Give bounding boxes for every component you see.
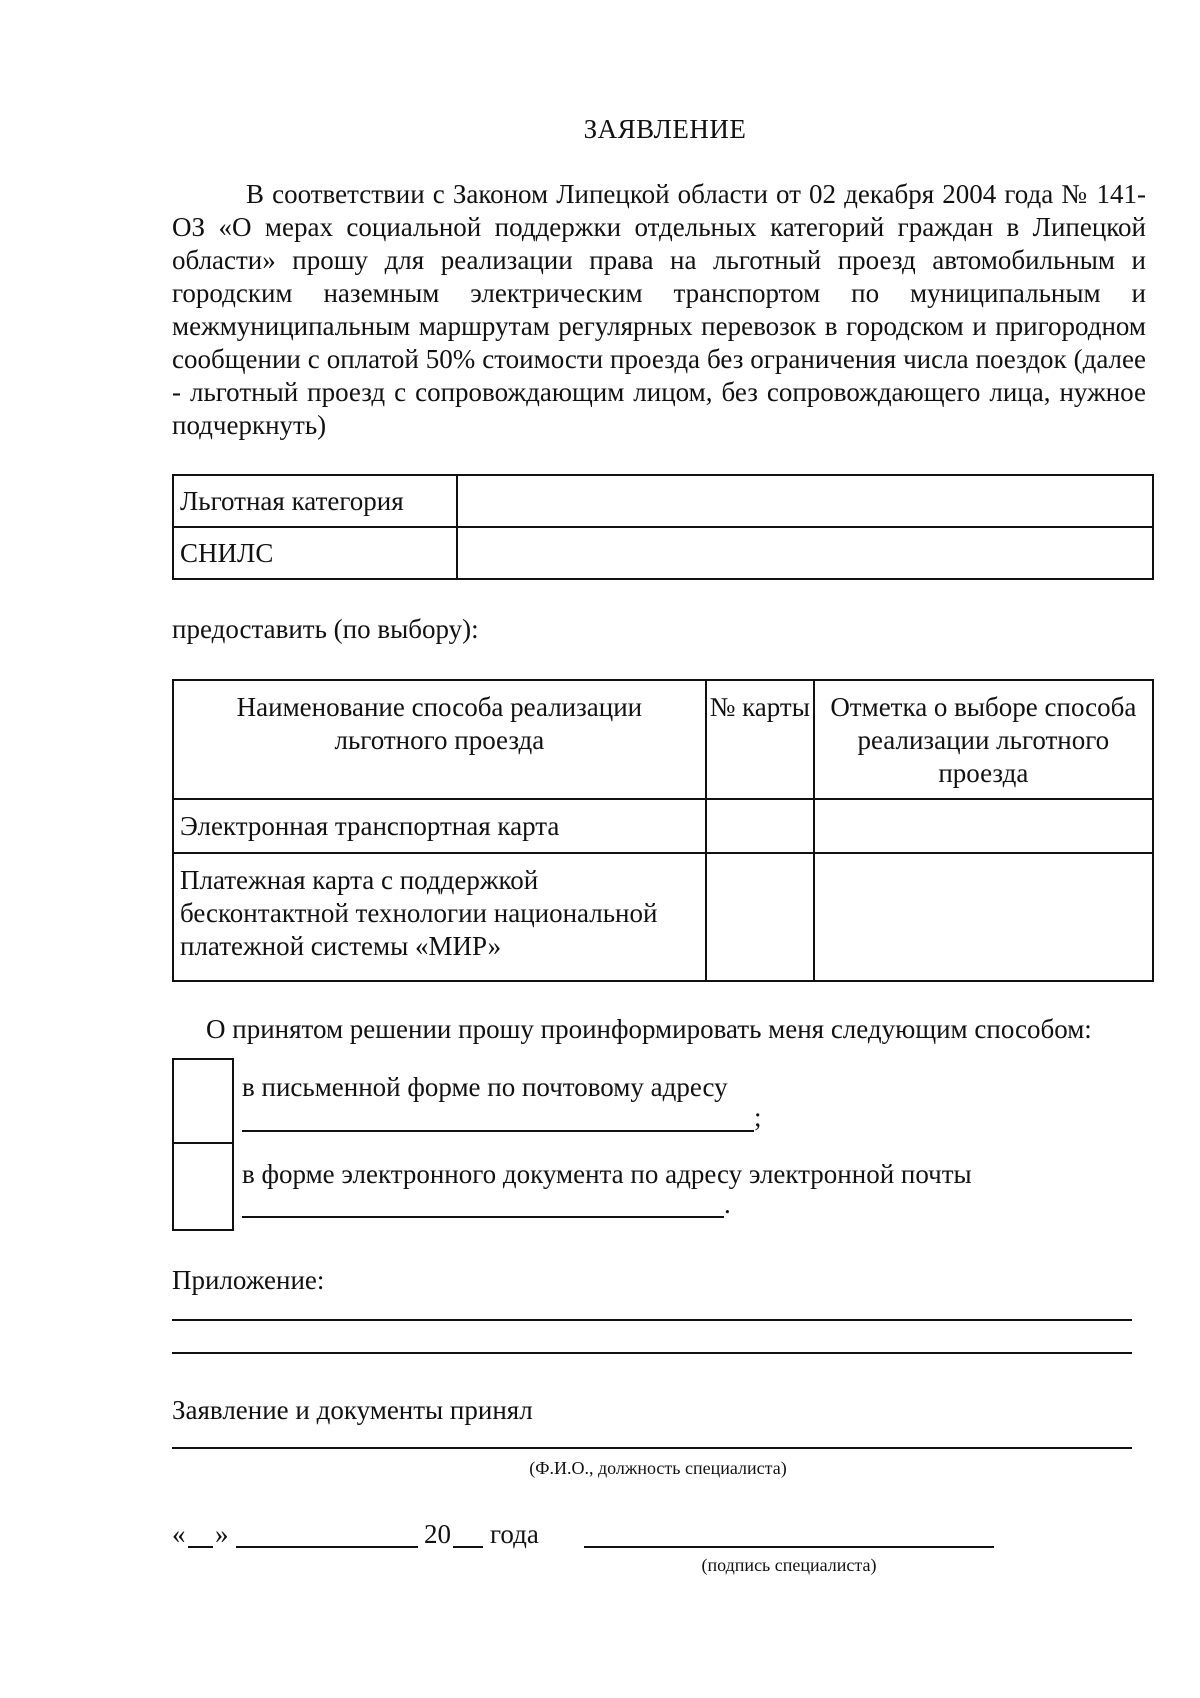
notify-label: О принятом решении прошу проинформировать меня следующим способом:	[206, 1014, 1092, 1044]
table-row	[173, 853, 1153, 981]
applicant-info-table	[172, 474, 1154, 580]
annex-label: Приложение:	[172, 1265, 325, 1295]
email-option-end: .	[724, 1189, 731, 1219]
header-choice-mark: Отметка о выборе способа реализации льготного проезда	[814, 680, 1153, 799]
email-address-line[interactable]	[242, 1216, 724, 1218]
document-title: ЗАЯВЛЕНИЕ	[583, 114, 747, 144]
offer-label: предоставить (по выбору):	[172, 614, 479, 644]
signature-line[interactable]	[584, 1546, 994, 1548]
fio-caption: (Ф.И.О., должность специалиста)	[529, 1458, 787, 1478]
date-close-quote: »	[215, 1519, 229, 1549]
signature-caption: (подпись специалиста)	[701, 1555, 877, 1575]
postal-option-checkbox[interactable]	[172, 1058, 234, 1144]
year-suffix: года	[490, 1519, 539, 1549]
table-row	[173, 799, 1153, 853]
day-line[interactable]	[188, 1546, 213, 1548]
date-open-quote: «	[172, 1519, 186, 1549]
accepted-label: Заявление и документы принял	[172, 1395, 533, 1425]
postal-option-label: в письменной форме по почтовому адресу	[242, 1072, 728, 1102]
card-number-cell[interactable]	[706, 799, 814, 853]
snils-label: СНИЛС	[173, 527, 457, 579]
card-number-cell[interactable]	[706, 853, 814, 981]
month-line[interactable]	[236, 1546, 418, 1548]
specialist-fio-line[interactable]	[172, 1447, 1132, 1449]
table-header-row	[173, 680, 1153, 799]
table-row	[173, 475, 1153, 527]
header-card-number: № карты	[706, 680, 814, 799]
year-prefix: 20	[424, 1519, 451, 1549]
choice-mark-cell[interactable]	[814, 799, 1153, 853]
year-line[interactable]	[453, 1546, 483, 1548]
table-row	[173, 527, 1153, 579]
postal-address-line[interactable]	[242, 1130, 754, 1132]
method-name-cell: Платежная карта с поддержкой бесконтактной технологии национальной платежной системы «МИР»	[173, 853, 706, 981]
methods-table	[172, 679, 1154, 982]
benefit-category-field[interactable]	[457, 475, 1153, 527]
postal-option-end: ;	[754, 1102, 762, 1132]
method-name-cell: Электронная транспортная карта	[173, 799, 706, 853]
annex-line-2[interactable]	[172, 1352, 1132, 1354]
intro-paragraph: В соответствии с Законом Липецкой области от 02 декабря 2004 года № 141-ОЗ «О мерах социальной поддержки отдельных категорий граждан в Липецкой области» прошу для реализации права на льготный проезд автомобильным и городским наземным электрическим транспортом по муниципальным и межмуниципальным маршрутам регулярных перевозок в городском и пригородном сообщении с оплатой 50% стоимости проезда без ограничения числа поездок (далее - льготный проезд с сопровождающим лицом, без сопровождающего лица, нужное подчеркнуть)	[172, 179, 1146, 440]
header-method-name: Наименование способа реализации льготного проезда	[173, 680, 706, 799]
annex-line-1[interactable]	[172, 1319, 1132, 1321]
snils-field[interactable]	[457, 527, 1153, 579]
email-option-label: в форме электронного документа по адресу электронной почты	[242, 1159, 972, 1189]
email-option-checkbox[interactable]	[172, 1142, 234, 1231]
benefit-category-label: Льготная категория	[173, 475, 457, 527]
choice-mark-cell[interactable]	[814, 853, 1153, 981]
